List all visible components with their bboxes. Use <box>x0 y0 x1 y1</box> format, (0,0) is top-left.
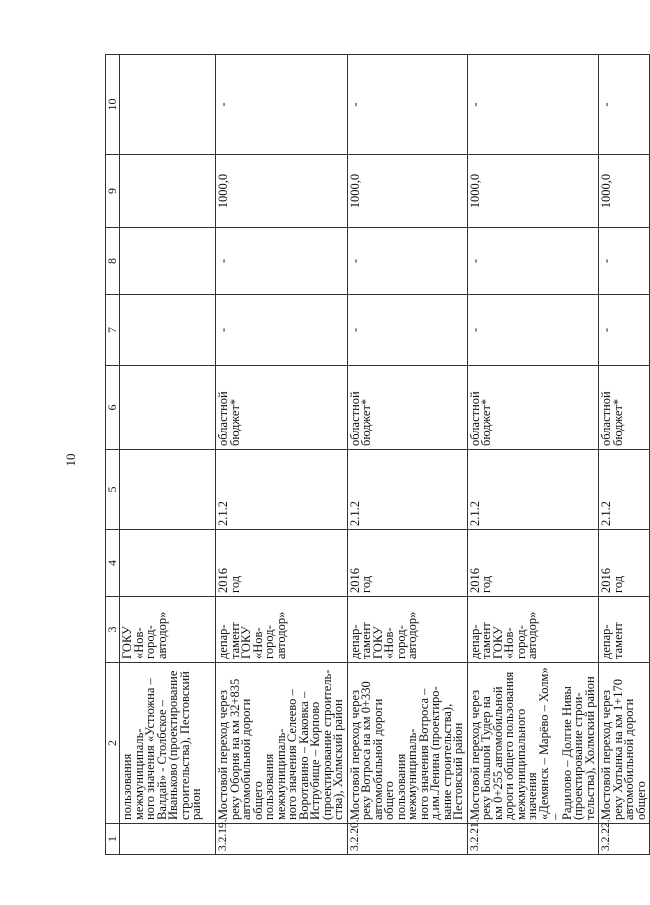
executor: депар- тамент ГОКУ «Нов- город- автодор» <box>467 597 599 663</box>
column-number: 8 <box>106 228 120 295</box>
column-8-value: - <box>599 228 650 295</box>
column-9-value <box>120 155 216 228</box>
table-row <box>347 55 467 855</box>
column-10-value: - <box>599 55 650 155</box>
target-indicator: 2.1.2 <box>216 450 348 530</box>
funding-source: областной бюджет* <box>216 366 348 450</box>
measure-name: Мостовой переход через реку Хотынка на км 1+170 автомобильной дороги общего <box>599 663 650 824</box>
table-row <box>599 55 650 855</box>
column-8-value: - <box>467 228 599 295</box>
column-9-value: 1000,0 <box>216 155 348 228</box>
table-row <box>216 55 348 855</box>
column-10-value: - <box>216 55 348 155</box>
column-number: 10 <box>106 55 120 155</box>
funding-source <box>120 366 216 450</box>
row-number <box>120 824 216 855</box>
target-indicator: 2.1.2 <box>347 450 467 530</box>
column-number: 5 <box>106 450 120 530</box>
column-number: 2 <box>106 663 120 824</box>
program-table <box>105 54 650 855</box>
column-number: 7 <box>106 295 120 366</box>
column-number: 1 <box>106 824 120 855</box>
column-7-value: - <box>216 295 348 366</box>
measure-name: Мостовой переход через реку Оборня на км 32+835 автомобильной дороги общего пользования межмуниципаль- ного значения Селеево – Воротавино – Каковка – Иструбище – Корпово (проектирование строитель- ства), Холмский район <box>216 663 348 824</box>
column-8-value <box>120 228 216 295</box>
term: 2016 год <box>467 530 599 597</box>
column-number: 9 <box>106 155 120 228</box>
term: 2016 год <box>599 530 650 597</box>
executor: ГОКУ «Нов- город- автодор» <box>120 597 216 663</box>
row-number: 3.2.20. <box>347 824 467 855</box>
column-10-value: - <box>467 55 599 155</box>
measure-name: Мостовой переход через реку Вотроса на км 0+330 автомобильной дороги общего пользования межмуниципаль- ного значения Вотроса – д.им.Ленина (проектиро- вание строительства), Пестовский район <box>347 663 467 824</box>
row-number: 3.2.22. <box>599 824 650 855</box>
column-9-value: 1000,0 <box>347 155 467 228</box>
target-indicator: 2.1.2 <box>599 450 650 530</box>
measure-name: пользования межмуниципаль- ного значения «Устюжна – Валдай» - Столбское – Иваньково (проектирование строительства), Пестовский район <box>120 663 216 824</box>
column-number: 3 <box>106 597 120 663</box>
target-indicator <box>120 450 216 530</box>
column-10-value: - <box>347 55 467 155</box>
column-7-value: - <box>347 295 467 366</box>
page-number: 10 <box>63 453 78 467</box>
executor: депар- тамент ГОКУ «Нов- город- автодор» <box>216 597 348 663</box>
funding-source: областной бюджет* <box>347 366 467 450</box>
term: 2016 год <box>216 530 348 597</box>
measure-name: Мостовой переход через реку Большой Тудер на км 0+255 автомобильной дороги общего пользования межмуниципального значения «Демянск – Марёво – Холм» – Радилово – Долгие Нивы (проектирование строи- тельства), Холмский район <box>467 663 599 824</box>
column-8-value: - <box>347 228 467 295</box>
column-9-value: 1000,0 <box>599 155 650 228</box>
table-row <box>467 55 599 855</box>
column-number-row <box>106 55 120 855</box>
column-10-value <box>120 55 216 155</box>
column-number: 4 <box>106 530 120 597</box>
column-7-value <box>120 295 216 366</box>
row-number: 3.2.19. <box>216 824 348 855</box>
column-8-value: - <box>216 228 348 295</box>
table-row <box>120 55 216 855</box>
rotated-table-container <box>104 55 648 855</box>
column-7-value: - <box>599 295 650 366</box>
executor: депар- тамент <box>599 597 650 663</box>
funding-source: областной бюджет* <box>467 366 599 450</box>
column-number: 6 <box>106 366 120 450</box>
funding-source: областной бюджет* <box>599 366 650 450</box>
term <box>120 530 216 597</box>
target-indicator: 2.1.2 <box>467 450 599 530</box>
term: 2016 год <box>347 530 467 597</box>
column-7-value: - <box>467 295 599 366</box>
executor: депар- тамент ГОКУ «Нов- город- автодор» <box>347 597 467 663</box>
row-number: 3.2.21. <box>467 824 599 855</box>
column-9-value: 1000,0 <box>467 155 599 228</box>
